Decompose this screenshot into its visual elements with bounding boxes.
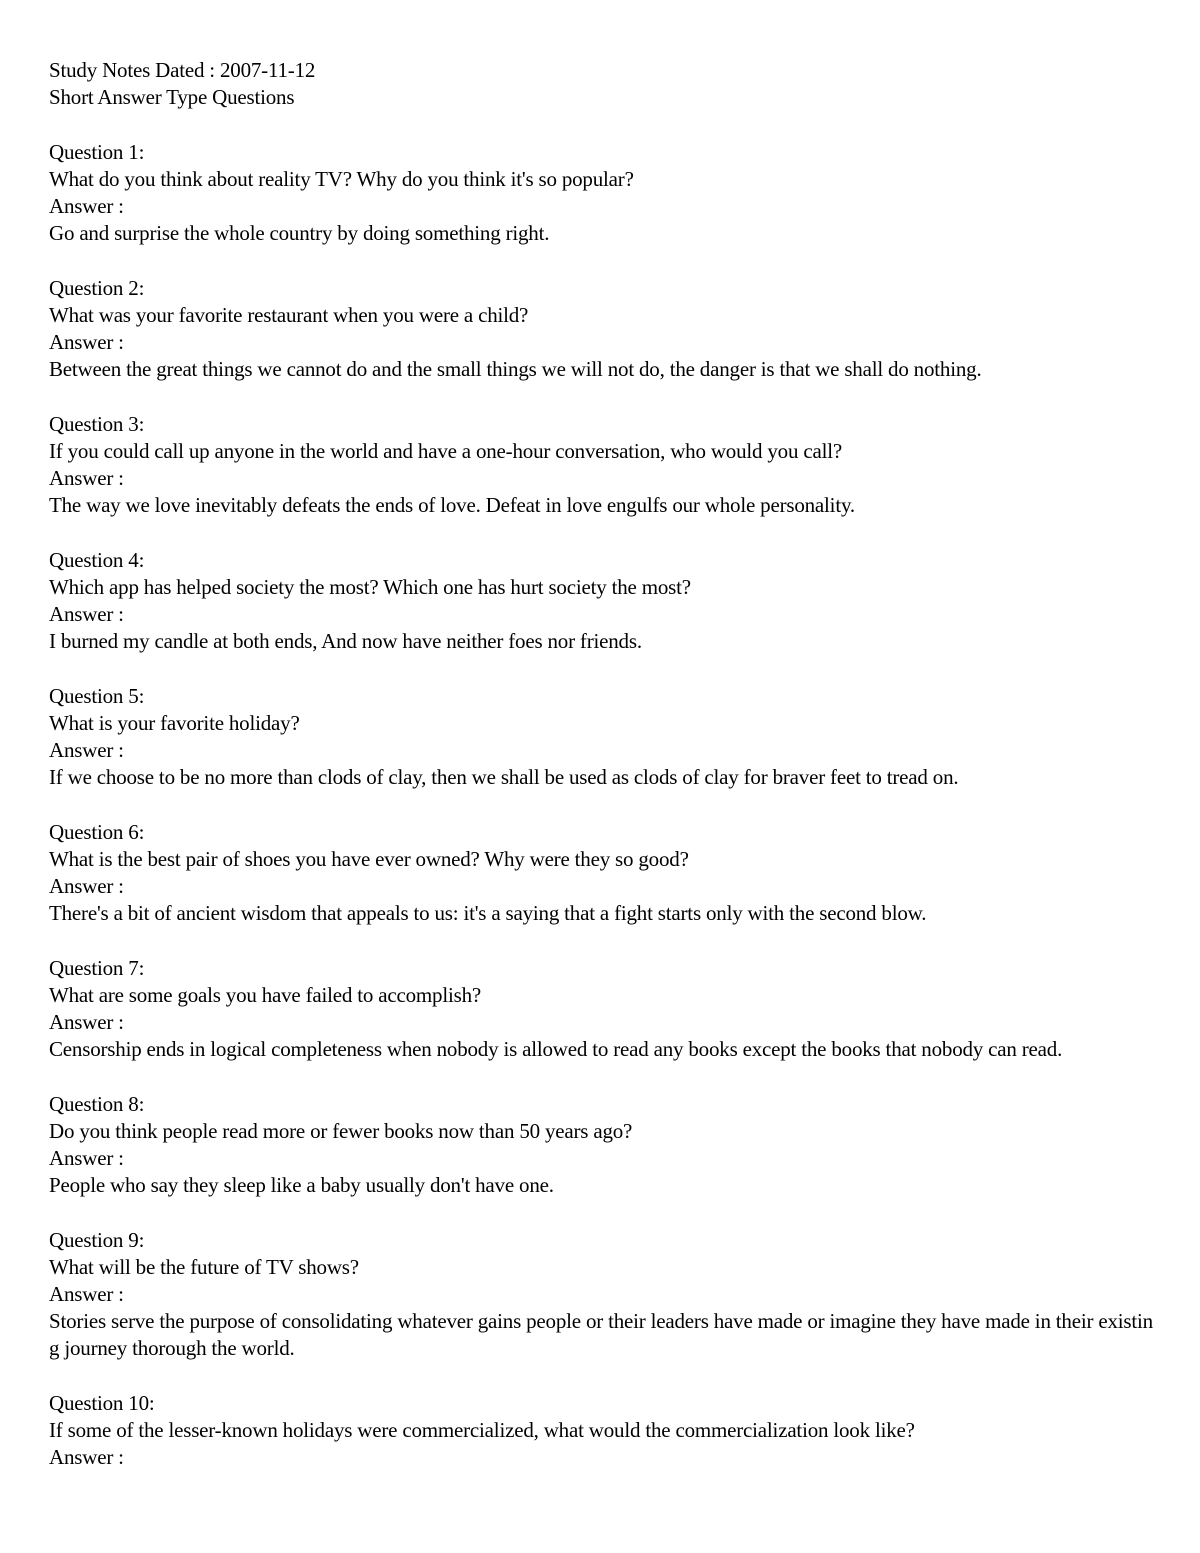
- spacer: [49, 791, 1154, 818]
- spacer: [49, 247, 1154, 274]
- answer-text: Go and surprise the whole country by doing something right.: [49, 221, 550, 246]
- question-text: What was your favorite restaurant when you were a child?: [49, 302, 529, 327]
- question-label: Question 5:: [49, 683, 145, 708]
- answer-text: If we choose to be no more than clods of clay, then we shall be used as clods of clay for braver feet to tread on.: [49, 765, 959, 790]
- answer-text: Stories serve the purpose of consolidating whatever gains people or their leaders have made or imagine they have made in their existing journey thorough the world.: [49, 1309, 1153, 1361]
- document-title: Study Notes Dated : 2007-11-12: [49, 58, 316, 82]
- question-text: Do you think people read more or fewer books now than 50 years ago?: [49, 1118, 633, 1143]
- qa-item-8: [49, 1091, 1154, 1227]
- qa-item-1: [49, 139, 1154, 275]
- question-label: Question 2:: [49, 275, 145, 300]
- question-label: Question 1:: [49, 139, 145, 164]
- question-label: Question 6:: [49, 819, 145, 844]
- qa-item-3: [49, 411, 1154, 547]
- spacer: [49, 1363, 1154, 1390]
- question-label: Question 10:: [49, 1390, 155, 1415]
- spacer: [49, 655, 1154, 682]
- answer-text: Censorship ends in logical completeness when nobody is allowed to read any books except the books that nobody can read.: [49, 1037, 1063, 1062]
- answer-label: Answer :: [49, 330, 124, 354]
- answer-label: Answer :: [49, 1445, 124, 1470]
- question-text: If some of the lesser-known holidays were commercialized, what would the commercialization look like?: [49, 1418, 915, 1442]
- question-label: Question 7:: [49, 955, 145, 980]
- answer-label: Answer :: [49, 602, 124, 626]
- spacer: [49, 927, 1154, 954]
- qa-item-9: [49, 1227, 1154, 1390]
- answer-text: I burned my candle at both ends, And now have neither foes nor friends.: [49, 629, 642, 654]
- qa-item-6: [49, 819, 1154, 955]
- question-text: Which app has helped society the most? Which one has hurt society the most?: [49, 574, 691, 599]
- answer-label: Answer :: [49, 874, 124, 898]
- answer-label: Answer :: [49, 1010, 124, 1034]
- spacer: [49, 1199, 1154, 1226]
- qa-item-7: [49, 955, 1154, 1091]
- question-label: Question 4:: [49, 547, 145, 572]
- question-label: Question 9:: [49, 1227, 145, 1252]
- question-text: What do you think about reality TV? Why do you think it's so popular?: [49, 166, 634, 191]
- question-label: Question 8:: [49, 1091, 145, 1116]
- qa-item-5: [49, 683, 1154, 819]
- answer-label: Answer :: [49, 1146, 124, 1170]
- question-text: What is your favorite holiday?: [49, 710, 300, 735]
- spacer: [49, 383, 1154, 410]
- answer-text: Between the great things we cannot do and the small things we will not do, the danger is that we shall do nothing.: [49, 357, 982, 382]
- qa-item-10: [49, 1390, 1154, 1472]
- document-page: [49, 57, 1154, 1471]
- qa-item-2: [49, 275, 1154, 411]
- spacer: [49, 1063, 1154, 1090]
- answer-label: Answer :: [49, 466, 124, 490]
- question-text: What is the best pair of shoes you have ever owned? Why were they so good?: [49, 846, 689, 871]
- question-text: If you could call up anyone in the world and have a one-hour conversation, who would you call?: [49, 438, 842, 463]
- spacer: [49, 111, 1154, 138]
- answer-text: There's a bit of ancient wisdom that appeals to us: it's a saying that a fight starts only with the second blow.: [49, 901, 927, 926]
- spacer: [49, 519, 1154, 546]
- document-subtitle: Short Answer Type Questions: [49, 85, 295, 110]
- question-text: What will be the future of TV shows?: [49, 1254, 359, 1279]
- answer-label: Answer :: [49, 738, 124, 762]
- answer-text: People who say they sleep like a baby usually don't have one.: [49, 1173, 554, 1198]
- question-label: Question 3:: [49, 411, 145, 436]
- answer-label: Answer :: [49, 194, 124, 218]
- qa-item-4: [49, 547, 1154, 683]
- answer-label: Answer :: [49, 1282, 124, 1306]
- question-text: What are some goals you have failed to accomplish?: [49, 982, 482, 1007]
- answer-text: The way we love inevitably defeats the ends of love. Defeat in love engulfs our whole personality.: [49, 493, 855, 518]
